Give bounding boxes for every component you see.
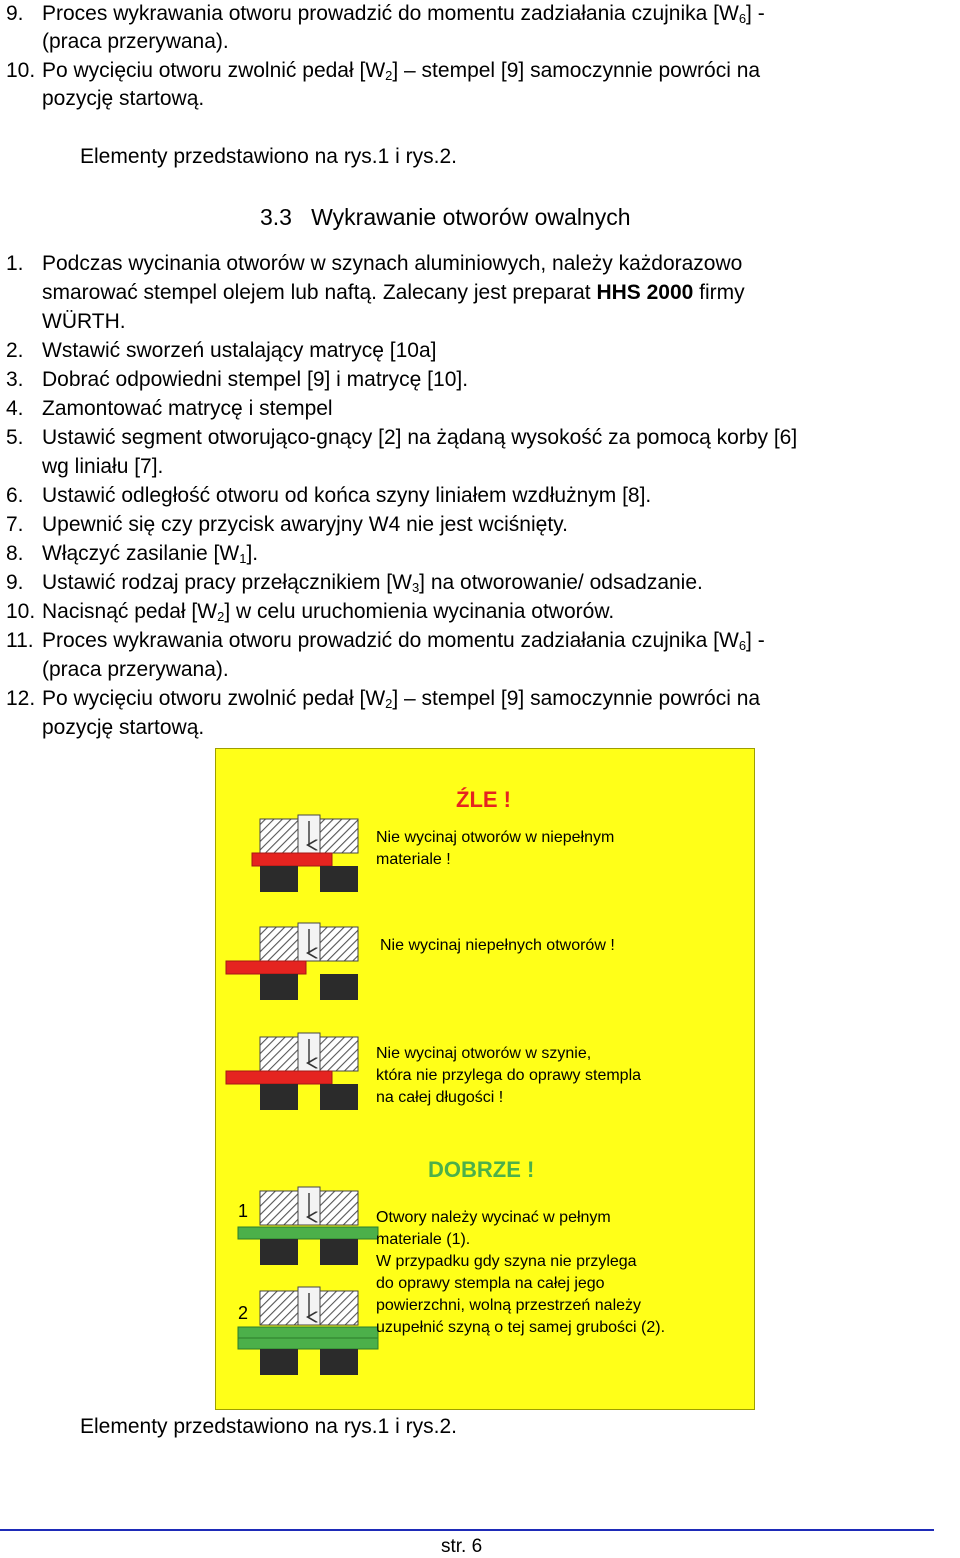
good-heading: DOBRZE ! (428, 1157, 535, 1182)
diagram-good-full-material (238, 1187, 378, 1265)
bad-heading: ŹLE ! (456, 787, 511, 812)
punching-rules-figure (215, 748, 755, 1410)
footer-rule (0, 1529, 934, 1531)
elements-note-top: Elementy przedstawiono na rys.1 i rys.2. (80, 145, 457, 168)
case1-note: Nie wycinaj otworów w niepełnym materiale ! (376, 829, 615, 868)
label-1: 1 (238, 1201, 249, 1221)
case2-note: Nie wycinaj niepełnych otworów ! (380, 937, 615, 954)
diagram-good-filled-gap (238, 1287, 378, 1375)
case3-note: Nie wycinaj otworów w szynie, która nie przylega do oprawy stempla na całej długości ! (376, 1045, 642, 1106)
label-2: 2 (238, 1303, 249, 1323)
section-heading: 3.3 Wykrawanie otworów owalnych (260, 204, 631, 230)
page-number: str. 6 (441, 1536, 483, 1557)
diagram-bad-rail-gap (226, 1033, 358, 1110)
diagram-bad-partial-material (252, 815, 358, 892)
good-note: Otwory należy wycinać w pełnym materiale (1). W przypadku gdy szyna nie przylega do oprawy stempla na całej jego powierzchni, wolną przestrzeń należy uzupełnić szyną o tej samej grubości (2). (376, 1209, 666, 1336)
elements-note-bottom: Elementy przedstawiono na rys.1 i rys.2. (80, 1415, 457, 1438)
diagram-bad-partial-holes (226, 923, 358, 1000)
